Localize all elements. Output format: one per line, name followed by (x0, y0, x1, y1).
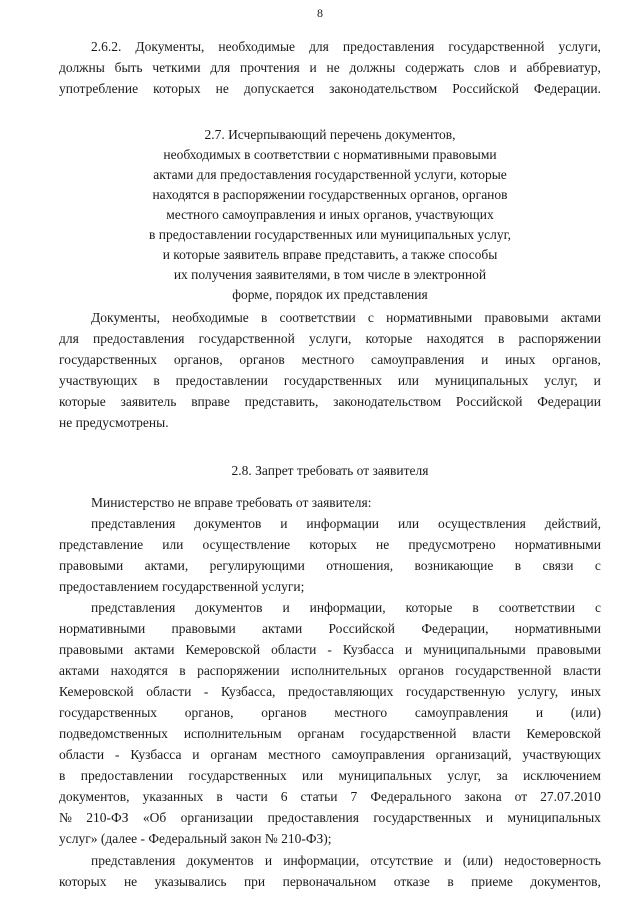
text-line: предоставлением государственной услуги; (59, 579, 305, 594)
word: соответствии (279, 310, 356, 325)
word: органов (398, 663, 444, 678)
text-line: Министерство не вправе требовать от заявителя: (91, 495, 372, 510)
word: местного (334, 705, 388, 720)
word: указывались (154, 874, 227, 889)
word: исполнительным (183, 726, 282, 741)
word: Документы, (135, 39, 205, 54)
word: органов, (173, 352, 223, 367)
word: соответствии (498, 600, 575, 615)
word: (или) (570, 705, 601, 720)
word: услугу, (517, 684, 559, 699)
word: и (509, 60, 517, 75)
text-line: их получения заявителями, в том числе в электронной (173, 267, 487, 282)
word: указанных (142, 789, 204, 804)
text-line (91, 599, 601, 616)
word: и (192, 747, 200, 762)
word: власти (562, 663, 601, 678)
word: или (301, 768, 324, 783)
word: Кемеровской (59, 684, 134, 699)
word: Федерации. (533, 81, 601, 96)
word: прочтения (240, 60, 300, 75)
word: распоряжении (518, 331, 601, 346)
word: услуги, (558, 39, 601, 54)
word: отказе (393, 874, 430, 889)
word: находятся (110, 663, 168, 678)
word: документов, (530, 874, 601, 889)
word: 27.07.2010 (540, 789, 601, 804)
word: и (280, 516, 288, 531)
word: регулирующими (209, 558, 305, 573)
word: не (215, 81, 229, 96)
text-line (91, 309, 601, 326)
word: употребление (59, 81, 139, 96)
word: представления (91, 853, 176, 868)
word: Кемеровской (526, 726, 601, 741)
word: государственных (59, 352, 158, 367)
word: первоначальном (282, 874, 377, 889)
word: статьи (300, 789, 338, 804)
text-line (59, 80, 601, 97)
text-line (59, 662, 601, 679)
word: области (271, 642, 317, 657)
word: документов, (59, 789, 130, 804)
text-line (59, 873, 601, 890)
word: должны (349, 60, 396, 75)
word: осуществления (438, 516, 526, 531)
word: государственной (455, 663, 552, 678)
word: документов (195, 600, 263, 615)
word: государственных (188, 768, 287, 783)
word: которых (153, 81, 201, 96)
text-line (59, 704, 601, 721)
word: заявитель (120, 394, 177, 409)
text-line: 2.7. Исчерпывающий перечень документов, (204, 127, 456, 142)
text-line (59, 557, 601, 574)
word: осуществление (202, 537, 291, 552)
word: актами (59, 663, 100, 678)
word: представить, (244, 394, 319, 409)
word: аббревиатур, (526, 60, 601, 75)
word: государственных (373, 810, 472, 825)
word: в (59, 768, 66, 783)
word: законодательством (333, 394, 442, 409)
word: в (260, 310, 268, 325)
text-line (59, 393, 601, 410)
word: правовыми (59, 558, 124, 573)
word: органам (210, 747, 258, 762)
word: информации, (309, 600, 386, 615)
word: в (447, 874, 454, 889)
word: местного (268, 747, 321, 762)
word: информации (306, 516, 380, 531)
word: нормативными (514, 621, 601, 636)
text-line (91, 38, 601, 55)
word: Российской (455, 394, 523, 409)
word: организации (180, 810, 254, 825)
word: отношения, (326, 558, 394, 573)
word: нормативными (59, 621, 146, 636)
word: области (146, 684, 192, 699)
word: 7 (350, 789, 358, 804)
text-line (59, 809, 601, 826)
word: в (497, 331, 505, 346)
word: с (594, 558, 601, 573)
word: за (496, 768, 508, 783)
word: Федерации, (421, 621, 489, 636)
word: актами (560, 310, 601, 325)
word: для (59, 331, 79, 346)
word: предоставления (342, 39, 435, 54)
word: вправе (191, 394, 230, 409)
word: Кемеровской (185, 642, 261, 657)
text-line: услуг» (далее - Федеральный закон № 210-ФЗ); (59, 831, 332, 846)
word: государственную (405, 684, 506, 699)
text-line: в предоставлении государственных или муниципальных услуг, (149, 227, 511, 242)
word: не (326, 60, 340, 75)
word: в (514, 558, 522, 573)
word: правовыми (536, 642, 601, 657)
word: и (309, 60, 317, 75)
text-line (59, 330, 601, 347)
word: документов (194, 516, 262, 531)
word: исключением (523, 768, 601, 783)
word: области (59, 747, 105, 762)
word: должны (59, 60, 105, 75)
word: или (397, 516, 420, 531)
text-line (59, 372, 601, 389)
word: услуги, (309, 331, 352, 346)
word: «Об (142, 810, 167, 825)
text-line: находятся в распоряжении государственных органов, органов (152, 187, 508, 202)
word: или (397, 373, 419, 388)
word: - (115, 747, 120, 762)
word: органов (239, 352, 285, 367)
word: необходимые (172, 310, 249, 325)
word: с (594, 600, 601, 615)
word: недостоверность (504, 853, 601, 868)
text-line (59, 725, 601, 742)
word: иных (570, 684, 601, 699)
word: предоставлении (175, 373, 269, 388)
word: в (179, 663, 186, 678)
word: представления (91, 600, 176, 615)
word: муниципальных (338, 768, 432, 783)
word: правовыми (171, 621, 236, 636)
word: действий, (544, 516, 601, 531)
word: Российской (452, 81, 519, 96)
word: нормативными (386, 310, 473, 325)
word: органам (297, 726, 345, 741)
word: муниципальными (423, 642, 526, 657)
text-line (59, 351, 601, 368)
word: нормативными (514, 537, 601, 552)
word: от (514, 789, 528, 804)
word: предоставлении (80, 768, 174, 783)
word: услуг, (544, 373, 578, 388)
word: которые (365, 331, 413, 346)
word: в (216, 789, 223, 804)
word: участвующих (522, 747, 601, 762)
word: при (243, 874, 266, 889)
word: законодательством (329, 81, 438, 96)
word: информации, (283, 853, 360, 868)
word: быть (114, 60, 143, 75)
text-line (59, 620, 601, 637)
text-line (59, 683, 601, 700)
word: и (485, 810, 494, 825)
word: государственной (448, 39, 545, 54)
text-line (59, 746, 601, 763)
page-number: 8 (317, 6, 323, 20)
word: Кузбасса, (220, 684, 276, 699)
word: самоуправления (371, 352, 465, 367)
word: Российской (328, 621, 396, 636)
word: самоуправления (331, 747, 425, 762)
word: Кузбасса (342, 642, 394, 657)
word: предоставляющих (288, 684, 394, 699)
word: Кузбасса (130, 747, 182, 762)
word: 2.6.2. (91, 39, 122, 54)
word: распоряжении (197, 663, 280, 678)
word: и (481, 352, 489, 367)
text-line (59, 767, 601, 784)
word: государственной (198, 331, 295, 346)
word: связи (542, 558, 574, 573)
word: предоставления (93, 331, 185, 346)
text-line (59, 59, 601, 76)
word: которые (405, 600, 453, 615)
text-line (59, 788, 601, 805)
word: и (282, 600, 290, 615)
word: самоуправления (414, 705, 509, 720)
word: государственных (59, 705, 158, 720)
word: органов (261, 705, 307, 720)
text-line: не предусмотрены. (59, 415, 169, 430)
word: органов, (552, 352, 601, 367)
word: - (203, 684, 209, 699)
word: иных (505, 352, 536, 367)
word: в (472, 600, 479, 615)
word: участвующих (59, 373, 138, 388)
word: которых (309, 537, 357, 552)
word: организаций, (435, 747, 512, 762)
word: предусмотрено (408, 537, 496, 552)
word: и (593, 373, 601, 388)
text-line: местного самоуправления и иных органов, участвующих (166, 207, 494, 222)
word: услуг, (447, 768, 481, 783)
word: содержать (405, 60, 465, 75)
word: правовыми (484, 310, 549, 325)
word: и (404, 642, 413, 657)
word: которых (59, 874, 107, 889)
word: власти (472, 726, 511, 741)
word: в (153, 373, 160, 388)
word: исполнительных (290, 663, 388, 678)
word: и (264, 853, 273, 868)
word: местного (301, 352, 355, 367)
word: возникающие (414, 558, 494, 573)
text-line: форме, порядок их представления (232, 287, 428, 302)
word: Федерального (370, 789, 452, 804)
text-line (91, 852, 601, 869)
word: актами (134, 642, 175, 657)
word: для (210, 60, 231, 75)
word: которые (59, 394, 106, 409)
word: четкими (152, 60, 201, 75)
word: правовыми (59, 642, 124, 657)
word: с (367, 310, 374, 325)
word: государственной (360, 726, 457, 741)
word: представление (59, 537, 144, 552)
word: необходимые (218, 39, 296, 54)
text-line: 2.8. Запрет требовать от заявителя (231, 463, 429, 478)
word: актами (262, 621, 303, 636)
text-line (59, 536, 601, 553)
word: закона (464, 789, 502, 804)
word: - (327, 642, 332, 657)
word: (или) (462, 853, 493, 868)
word: допускается (243, 81, 315, 96)
word: документов (186, 853, 254, 868)
word: № (59, 810, 72, 825)
text-line: актами для предоставления государственной услуги, которые (153, 167, 507, 182)
word: и (444, 853, 452, 868)
word: органов, (184, 705, 234, 720)
word: слов (473, 60, 500, 75)
word: государственных (283, 373, 382, 388)
text-line: и которые заявитель вправе представить, а также способы (162, 247, 498, 262)
word: или (162, 537, 184, 552)
word: муниципальных (434, 373, 529, 388)
word: Федерации (537, 394, 601, 409)
text-line (59, 641, 601, 658)
word: не (123, 874, 138, 889)
word: актами, (144, 558, 189, 573)
word: 6 (280, 789, 288, 804)
word: не (375, 537, 390, 552)
text-line (91, 515, 601, 532)
word: для (309, 39, 329, 54)
word: и (535, 705, 544, 720)
word: предоставления (267, 810, 359, 825)
word: части (235, 789, 268, 804)
word: подведомственных (59, 726, 168, 741)
word: приеме (471, 874, 513, 889)
word: Документы, (91, 310, 161, 325)
word: 210-ФЗ (86, 810, 129, 825)
word: отсутствие (370, 853, 434, 868)
word: представления (91, 516, 176, 531)
text-line: необходимых в соответствии с нормативными правовыми (163, 147, 497, 162)
word: муниципальных (507, 810, 601, 825)
word: находятся (426, 331, 484, 346)
